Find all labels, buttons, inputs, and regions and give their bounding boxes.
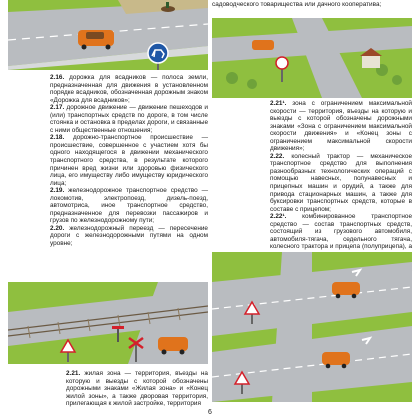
definition-2-19: 2.19. железнодорожное транспортное средство — локомотив, электропоезд, дизель-поезд, автомотриса, иное транспортное средство, предназначенное для перевозки пассажиров и грузов по железнодорожному пути; [50, 187, 208, 225]
railway-crossing-illustration [8, 282, 208, 364]
definition-2-21-block [66, 370, 208, 408]
residential-zone-illustration [212, 18, 412, 98]
horse-path-illustration [8, 0, 208, 70]
definitions-left [50, 74, 208, 248]
definition-2-17: 2.17. дорожное движение — движение пешеходов и (или) транспортных средств по дороге, в том числе стоянка и остановка в пределах дороги, и связанные с ними общественные отношения; [50, 104, 208, 134]
left-column [8, 0, 208, 420]
definition-2-20: 2.20. железнодорожный переезд — пересечение дороги с железнодорожными путями на одном уровне; [50, 224, 208, 248]
right-column [212, 0, 412, 420]
definition-2-18: 2.18. дорожно-транспортное происшествие — происшествие, совершенное с участием хотя бы одного находящегося в движении механического транспортного средства, в результате которого причинен вред жизни или здоровью физического лица, его имуществу либо имуществу юридического лица; [50, 134, 208, 187]
definition-2-21-1: 2.21¹. зона с ограничением максимальной скорости — территория, въезды на которую и выезды с которой обозначены дорожными знаками «Зона с ограничением максимальной скорости движения» и «Конец зоны с ограничением максимальной скорости движения»; [270, 100, 412, 153]
definition-2-22: 2.22. колесный трактор — механическое транспортное средство для выполнения разнообразных технологических операций с помощью навесных, полунавесных и прицепных машин и орудий, а также для привода стационарных машин, а также для буксировки транспортных средств, которые в составе с прицепом; [270, 152, 412, 213]
definition-2-16: 2.16. дорожка для всадников — полоса земли, предназначенная для движения в установленном порядке всадников, обозначенная дорожным знаком «Дорожка для всадников»; [50, 74, 208, 104]
definition-2-22-1: 2.22¹. комбинированное транспортное средство — состав транспортных средств, состоящий из грузового автомобиля, автомобиля-тягача, седельного тягача, колесного трактора и прицепа (полуприцепа), а [270, 213, 412, 251]
orange-car [252, 40, 274, 50]
page-number: 6 [208, 409, 212, 416]
continuation-text: садоводческого товарищества или дачного кооператива; [212, 1, 382, 8]
definition-2-21: 2.21. жилая зона — территория, въезды на которую и выезды с которой обозначены дорожными знаками «Жилая зона» и «Конец жилой зоны», а также дворовая территория, прилегающая к жилой застройке, территория [66, 370, 208, 408]
lane-position-illustration [212, 252, 412, 402]
